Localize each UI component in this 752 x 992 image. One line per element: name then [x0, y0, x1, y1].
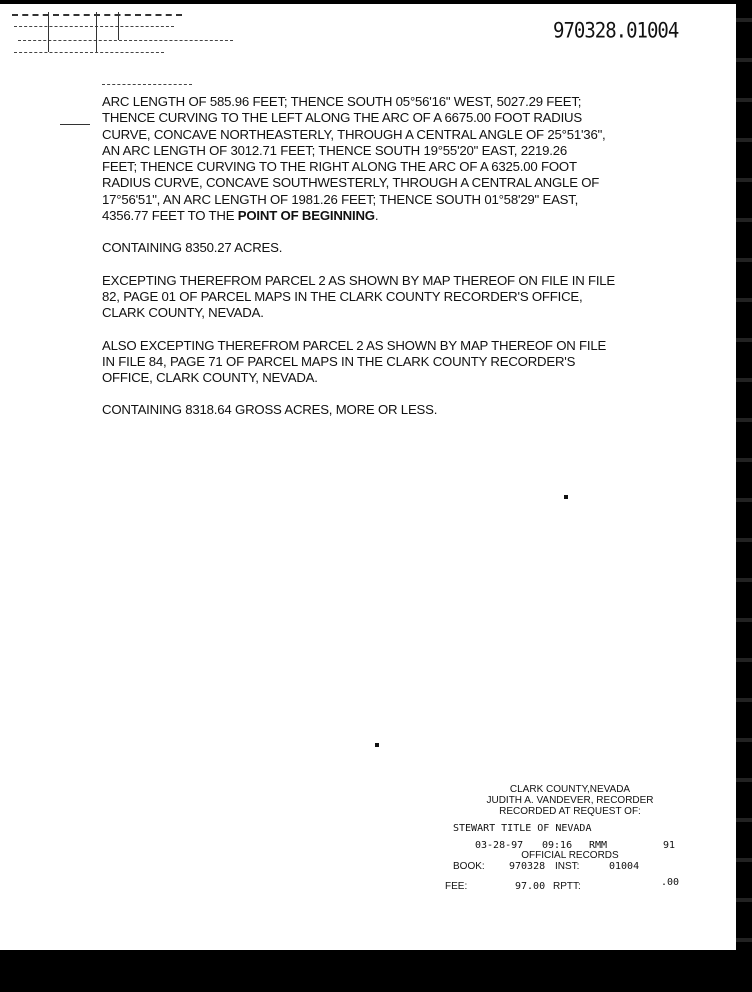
paragraph — [102, 273, 672, 322]
stamp-fee-label: FEE: — [445, 881, 468, 892]
text-line: EXCEPTING THEREFROM PARCEL 2 AS SHOWN BY MAP THEREOF ON FILE IN FILE — [102, 272, 616, 288]
margin-scribble — [102, 84, 192, 85]
header-tick — [118, 12, 119, 40]
text-fragment: 4356.77 FEET TO THE — [102, 208, 238, 224]
stamp-county: CLARK COUNTY,NEVADA — [509, 784, 631, 795]
point-of-beginning: POINT OF BEGINNING — [237, 208, 375, 224]
stamp-request-label: RECORDED AT REQUEST OF: — [499, 806, 641, 817]
margin-scribble — [60, 124, 90, 125]
header-scribble — [12, 14, 182, 16]
legal-description — [102, 94, 672, 435]
stamp-recorder: JUDITH A. VANDEVER, RECORDER — [486, 795, 654, 806]
stamp-rptt-label: RPTT: — [553, 881, 581, 892]
stamp-official-records: OFFICIAL RECORDS — [521, 850, 619, 861]
stamp-fee-value: 97.00 — [515, 881, 546, 892]
header-tick — [96, 12, 97, 52]
header-tick — [48, 12, 49, 52]
paragraph — [102, 338, 672, 387]
scan-edge-right — [736, 0, 752, 992]
stamp-book-label: BOOK: — [453, 861, 485, 872]
scan-edge-bottom — [0, 950, 752, 992]
text-fragment: . — [374, 208, 379, 224]
stamp-page-code: 91 — [663, 840, 676, 851]
stamp-date: 03-28-97 — [475, 840, 524, 851]
text-line: OFFICE, CLARK COUNTY, NEVADA. — [102, 370, 318, 386]
stamp-book-value: 970328 — [509, 861, 546, 872]
stamp-clerk: RMM — [589, 840, 608, 851]
text-line — [102, 208, 672, 224]
text-line: 17°56'51", AN ARC LENGTH OF 1981.26 FEET; THENCE SOUTH 01°58'29" EAST, — [102, 191, 579, 207]
text-line: THENCE CURVING TO THE LEFT ALONG THE ARC OF A 6675.00 FOOT RADIUS — [102, 110, 582, 126]
text-line: ALSO EXCEPTING THEREFROM PARCEL 2 AS SHOWN BY MAP THEREOF ON FILE — [102, 337, 607, 353]
header-scribble — [18, 40, 233, 41]
text-line: AN ARC LENGTH OF 3012.71 FEET; THENCE SOUTH 19°55'20" EAST, 2219.26 — [102, 142, 567, 158]
text-line: RADIUS CURVE, CONCAVE SOUTHWESTERLY, THROUGH A CENTRAL ANGLE OF — [102, 175, 600, 191]
speck — [564, 495, 568, 499]
text-line: FEET; THENCE CURVING TO THE RIGHT ALONG THE ARC OF A 6325.00 FOOT — [102, 159, 577, 175]
document-number: 970328.01004 — [553, 18, 679, 44]
text-line: 82, PAGE 01 OF PARCEL MAPS IN THE CLARK COUNTY RECORDER'S OFFICE, — [102, 288, 583, 304]
text-line: CONTAINING 8318.64 GROSS ACRES, MORE OR LESS. — [102, 402, 438, 418]
speck — [375, 743, 379, 747]
text-line: ARC LENGTH OF 585.96 FEET; THENCE SOUTH 05°56'16" WEST, 5027.29 FEET; — [102, 94, 582, 109]
document-page — [0, 4, 736, 950]
text-line: CURVE, CONCAVE NORTHEASTERLY, THROUGH A CENTRAL ANGLE OF 25°51'36", — [102, 126, 606, 142]
stamp-inst-value: 01004 — [609, 861, 640, 872]
recording-stamp — [445, 784, 695, 893]
text-line: CONTAINING 8350.27 ACRES. — [102, 240, 283, 256]
header-scribble — [14, 26, 174, 27]
text-line: IN FILE 84, PAGE 71 OF PARCEL MAPS IN THE CLARK COUNTY RECORDER'S — [102, 353, 576, 369]
stamp-inst-label: INST: — [555, 861, 580, 872]
stamp-book-row — [445, 861, 695, 873]
paragraph — [102, 94, 672, 224]
stamp-requester: STEWART TITLE OF NEVADA — [453, 823, 592, 834]
stamp-rptt-value: .00 — [661, 877, 680, 888]
stamp-fee-row — [445, 877, 695, 893]
header-scribble — [14, 52, 164, 53]
paragraph — [102, 240, 672, 256]
paragraph — [102, 402, 672, 418]
text-line: CLARK COUNTY, NEVADA. — [102, 305, 264, 321]
stamp-time: 09:16 — [542, 840, 573, 851]
stamp-date-row — [445, 840, 695, 852]
